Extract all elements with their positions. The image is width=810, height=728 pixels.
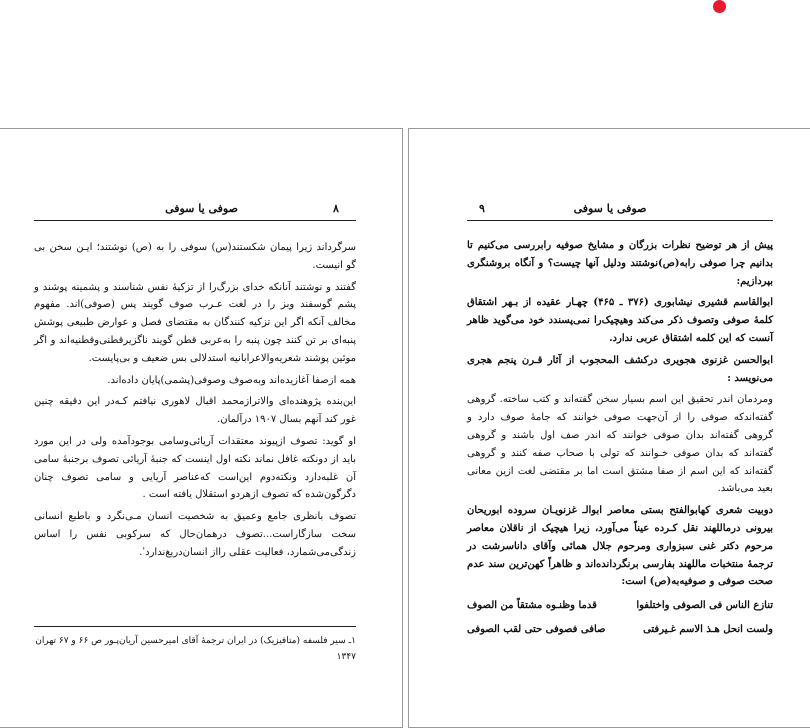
paragraph: تصوف بانظری جامع وعمیق به شخصیت انسان مـی‌نگرد و باطبع انسانی سخت سازگاراست...تصوف درهمان‌حال که سرکوبی نفس را اساس زندگی‌می‌شمارد، فعالیت عقلی رااز انسان‌دریغ‌نداردˈ. bbox=[34, 511, 356, 558]
recording-indicator bbox=[713, 0, 726, 13]
verse-line bbox=[467, 621, 773, 639]
paragraph: این‌بنده پژوهنده‌ای والاترازمحمد اقبال لاهوری نیافتم کـه‌در این دقیقه چنین غور کند آنهم بسال ۱۹۰۷ درآلمان. bbox=[34, 396, 356, 426]
paragraph: گفتند و نوشتند آنانکه خدای بزرگ‌را از تزکیهٔ نفس شناسند و پشمینه پوشند و پشم گوسفند وبز را در لغت عـرب صوف گویند پس (صوفی)اند. مفهوم مخالف آنکه اگر این تزکیه کنندگان به مقتضای فصل و عوارض طبیعی پوشش پنبه‌ای بر تن کنند چون پنبه را به‌عربی قطن گویند ناگزیرقطنی‌وقطنیه‌اند و اگر موئین پوشند شعریه‌والاعرابانیه استدلالی بس ضعیف و بی‌پایست. bbox=[34, 281, 356, 364]
qushayri-paragraph: ابوالقاسم قشیری نیشابوری (۳۷۶ ـ ۴۶۵) چهـار عقیده از بـهر اشتقاق کلمهٔ صوفی وتصوف ذکر می‌کند وهیچیک‌را نمی‌پسندد خود می‌گوید ظاهر آنست که این کلمه اشتقاق عربی ندارد. bbox=[467, 297, 773, 344]
right-page-body bbox=[467, 237, 773, 639]
paragraph: سرگرداند زیرا پیمان شکستند(س) سوفی را به (ص) نوشتند؛ ایـن سخن بی گو انیست. bbox=[34, 242, 356, 271]
verse-hemistich: قدما وظنـوه مشتقاً من الصوف bbox=[467, 600, 597, 612]
header-rule bbox=[467, 220, 773, 221]
header-rule bbox=[34, 220, 356, 221]
paragraph: او گوید: تصوف ازپیوند معتقدات آریائی‌وسامی بوجودآمده ولی در این مورد باید از دونکته غافل نماند نکته اول اینست که جنبهٔ آریائی تصوف برجنبهٔ سامی آن غلبه‌دارد ونکته‌دوم این‌است که‌عناصر آریایی و سامی تصوف چنان دگرگون‌شده که تصوف ازهردو استقلال یافته است . bbox=[34, 435, 356, 501]
paragraph: همه ازصفا آغازیده‌اند وبه‌صوف وصوفی(پشمی)پایان داده‌اند. bbox=[107, 374, 356, 386]
left-page bbox=[0, 128, 403, 728]
left-page-body bbox=[34, 239, 356, 562]
right-page-header bbox=[409, 202, 810, 218]
page-number: ۹ bbox=[479, 202, 485, 215]
left-page-header bbox=[0, 202, 403, 218]
right-page bbox=[408, 128, 810, 728]
running-title: صوفی یا سوفی bbox=[573, 202, 647, 215]
verse-hemistich: تنازع الناس فی الصوفی واختلفوا bbox=[636, 600, 773, 612]
footnote-rule bbox=[34, 626, 356, 627]
footnote: ۱ـ سیر فلسفه (متافیزیک) در ایران ترجمهٔ آقای امیرحسین آریان‌پـور ص ۶۶ و ۶۷ تهران ۱۳۴۷ bbox=[35, 636, 356, 662]
verse-hemistich: ولست انحل هـذ الاسم غـیرفتی bbox=[643, 623, 773, 635]
abulfath-paragraph: دوبیت شعری کهابوالفتح بستی معاصر ابوالـ غزنویـان سروده ابوریحان بیرونی درماللهند نقل کـرده عیناً می‌آورد، زیرا هیچیک از ناقلان معاصر مرحوم دکتر غنی سبزواری ومرحوم جلال همائی وآقای داناسرشت در ترجمهٔ منتخبات ماللهند بفارسی برنگردانده‌اند و ظاهراً کهن‌ترین سند عدم صحت صوفی و صوفیه‌به(ص) است: bbox=[467, 505, 773, 588]
hujwiri-quote: ومردمان اندر تحقیق این اسم بسیار سخن گفته‌اند و کتب ساخته. گروهی گفته‌اندکه صوفی را از آن‌جهت صوفی خوانند که جامهٔ صوف دارد و گروهی گفته‌اند بدان صوفی خوانند که اندر صف اول باشند و گروهی گفته‌اند که بدان صوفی خـوانند که تولی با صحاب صفه کنند و گروهی گفته‌اند که این اسم از صفا مشتق است اما بر مقتضی لغت ازین معانی بعید می‌باشد. bbox=[467, 394, 773, 495]
intro-paragraph: پیش از هر توضیح نظرات بزرگان و مشایخ صوفیه رابررسی می‌کنیم تا بدانیم چرا صوفی رابه(ص)نوشتند ودلیل آنها چیست؟ و آنگاه بروشنگری بپردازیم: bbox=[467, 240, 773, 287]
running-title: صوفی یا سوفی bbox=[165, 202, 238, 215]
verse-line bbox=[467, 597, 773, 615]
page-number: ۸ bbox=[333, 202, 339, 215]
hujwiri-paragraph: ابوالحسن غزنوی هجویری درکشف المحجوب از آثار قـرن پنجم هجری می‌نویسد : bbox=[467, 354, 773, 384]
verse-hemistich: صافی فصوفی حتی لقب الصوفی bbox=[467, 623, 606, 635]
